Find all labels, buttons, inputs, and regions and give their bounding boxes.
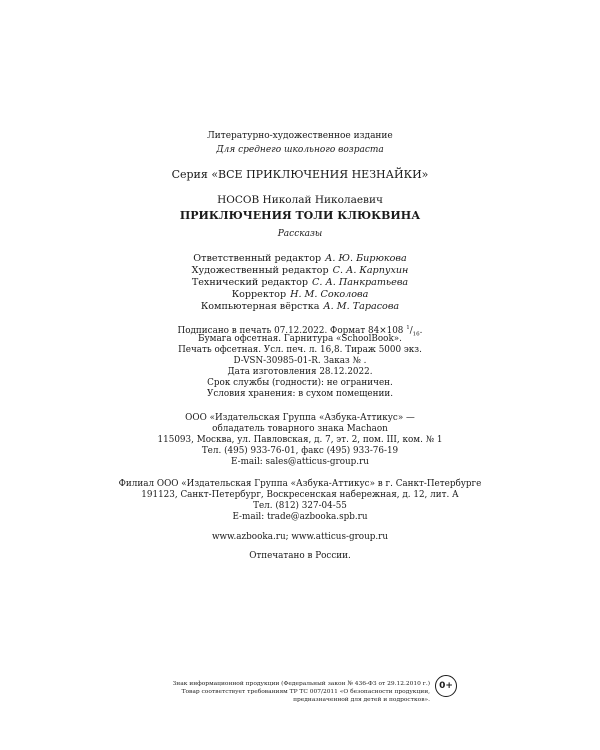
publisher-address: 115093, Москва, ул. Павловская, д. 7, эт. 2, пом. III, ком. № 1: [157, 435, 443, 445]
storage-line: Условия хранения: в сухом помещении.: [207, 389, 393, 399]
shelf-life-line: Срок службы (годности): не ограничен.: [207, 378, 393, 388]
credit-row: [0, 253, 600, 265]
order-line: D-VSN-30985-01-R. Заказ № .: [233, 356, 367, 366]
audience-note: Для среднего школьного возраста: [216, 145, 384, 155]
credit-role: Технический редактор: [191, 277, 309, 288]
credit-name: С. А. Карпухин: [332, 265, 409, 276]
credit-role: Ответственный редактор: [193, 253, 322, 264]
branch-email: E-mail: trade@azbooka.spb.ru: [232, 512, 368, 522]
print-format-text: Подписано в печать 07.12.2022. Формат 84×108: [177, 325, 404, 336]
print-info: [0, 323, 600, 400]
format-fraction-numerator: 1: [406, 325, 410, 331]
publisher-name: ООО «Издательская Группа «Азбука-Аттикус» —: [185, 413, 415, 423]
publisher-info: [0, 413, 600, 468]
credit-name: С. А. Панкратьева: [312, 277, 409, 288]
credit-row: [0, 277, 600, 289]
manufacture-date-line: Дата изготовления 28.12.2022.: [227, 367, 373, 377]
credit-name: А. М. Тарасова: [323, 301, 400, 312]
credit-name: А. Ю. Бирюкова: [325, 253, 407, 264]
branch-name: Филиал ООО «Издательская Группа «Азбука-Аттикус» в г. Санкт-Петербурге: [118, 479, 482, 489]
printed-in: Отпечатано в России.: [249, 551, 351, 561]
author-name: НОСОВ Николай Николаевич: [217, 194, 383, 206]
branch-phone: Тел. (812) 327-04-55: [253, 501, 347, 511]
edition-type: Литературно-художественное издание: [207, 131, 393, 141]
branch-address: 191123, Санкт-Петербург, Воскресенская набережная, д. 12, лит. А: [141, 490, 459, 500]
age-rating-badge: 0+: [435, 675, 457, 697]
print-run-line: Печать офсетная. Усл. печ. л. 16,8. Тираж 5000 экз.: [178, 345, 422, 355]
credit-role: Компьютерная вёрстка: [200, 301, 320, 312]
publisher-trademark: обладатель товарного знака Machaon: [212, 424, 388, 434]
websites: www.azbooka.ru; www.atticus-group.ru: [211, 532, 389, 542]
credit-row: [0, 265, 600, 277]
book-genre: Рассказы: [277, 229, 323, 239]
format-suffix: .: [419, 325, 423, 336]
credits-list: [0, 253, 600, 313]
paper-line: Бумага офсетная. Гарнитура «SchoolBook».: [198, 334, 402, 344]
credit-role: Корректор: [231, 289, 287, 300]
info-product-sign-line: Знак информационной продукции (Федеральный закон № 436-ФЗ от 29.12.2010 г.): [172, 681, 430, 687]
credit-name: Н. М. Соколова: [290, 289, 369, 300]
format-fraction-denominator: 16: [412, 331, 420, 338]
print-format-line: Подписано в печать 07.12.2022. Формат 84×108 $^1/_{16}$.: [177, 325, 423, 338]
publisher-phone: Тел. (495) 933-76-01, факс (495) 933-76-19: [201, 446, 399, 456]
credit-role: Художественный редактор: [191, 265, 329, 276]
compliance-line: Товар соответствует требованиям ТР ТС 007/2011 «О безопасности продукции,: [181, 689, 430, 695]
compliance-line-2: предназначенной для детей и подростков».: [293, 697, 430, 703]
credit-row: [0, 289, 600, 301]
publisher-email: E-mail: sales@atticus-group.ru: [231, 457, 369, 467]
branch-info: [0, 479, 600, 523]
book-title: ПРИКЛЮЧЕНИЯ ТОЛИ КЛЮКВИНА: [179, 209, 421, 222]
series-title: Серия «ВСЕ ПРИКЛЮЧЕНИЯ НЕЗНАЙКИ»: [171, 168, 429, 181]
credit-row: [0, 301, 600, 313]
